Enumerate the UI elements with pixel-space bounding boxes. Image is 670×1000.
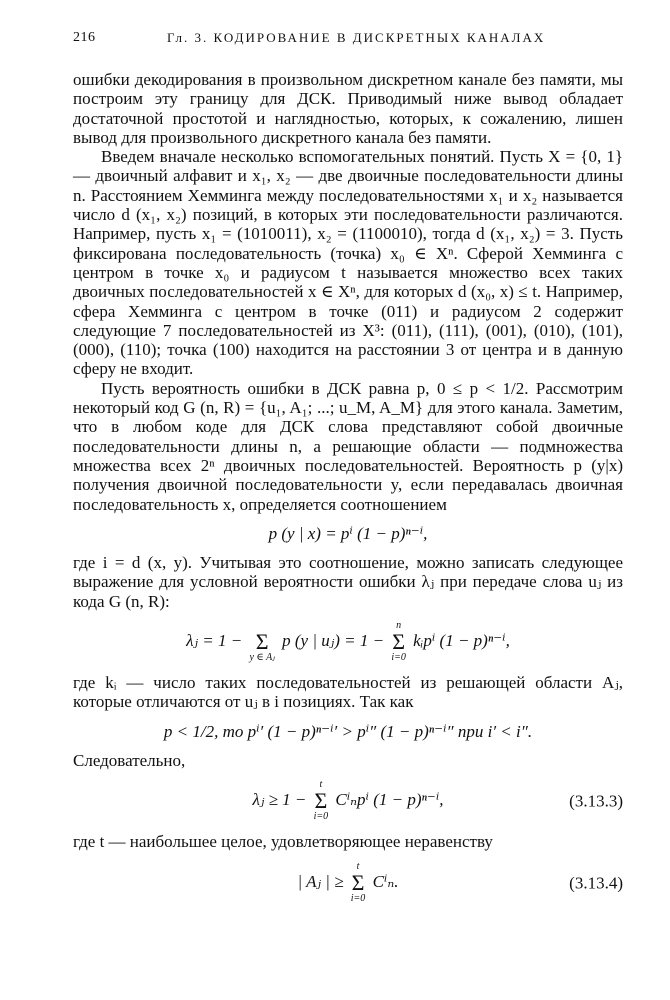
formula-2-mid: p (y | uⱼ) = 1 −	[282, 630, 385, 650]
sum-operator-3	[314, 780, 329, 822]
sum-operator-4	[351, 862, 366, 904]
sigma-symbol: Σ	[255, 629, 269, 655]
paragraph-3: Пусть вероятность ошибки в ДСК равна p, 0 ≤ p < 1/2. Рассмотрим некоторый код G (n, R) = {u₁, A₁; ...; u_M, A_M} для этого канала. Заметим, что в любом коде для ДСК слова представляют собой двоичные последовательности длины n, а решающие области — подмножества множества всех 2ⁿ двоичных последовательностей. Вероятность p (y|x) получения двоичной последовательности y, если передавалась двоичная последовательность x, определяется соотношением	[73, 378, 623, 514]
sum-4-upper-limit: t	[356, 860, 360, 872]
formula-4-left: λⱼ ≥ 1 −	[252, 790, 307, 810]
running-title: Гл. 3. КОДИРОВАНИЕ В ДИСКРЕТНЫХ КАНАЛАХ	[167, 30, 546, 45]
sigma-symbol: Σ	[392, 629, 406, 655]
formula-5-right: Cⁱₙ.	[372, 871, 399, 891]
sum-2-upper-limit: n	[396, 620, 402, 632]
formula-inequality: p < 1/2, то pⁱ′ (1 − p)ⁿ⁻ⁱ′ > pⁱ″ (1 − p)ⁿ⁻ⁱ″ при i′ < i″.	[163, 721, 533, 741]
paragraph-5: где kᵢ — число таких последовательностей из решающей области Aⱼ, которые отличаются от uⱼ в i позициях. Так как	[73, 673, 623, 712]
paragraph-4: где i = d (x, y). Учитывая это соотношение, можно записать следующее выражение для условной вероятности ошибки λⱼ при передаче слова uⱼ из кода G (n, R):	[73, 553, 623, 611]
equation-number-3-13-4: (3.13.4)	[569, 872, 623, 892]
formula-3-13-3	[73, 780, 623, 822]
sum-operator-1	[249, 621, 274, 663]
sum-1-lower-limit: y ∈ Aⱼ	[249, 652, 275, 664]
equation-number-3-13-3: (3.13.3)	[569, 791, 623, 811]
page-body	[73, 70, 623, 914]
sum-2-lower-limit: i=0	[391, 652, 406, 664]
formula-2-left: λⱼ = 1 −	[186, 630, 243, 650]
page-number: 216	[73, 30, 96, 45]
sum-3-lower-limit: i=0	[313, 811, 329, 823]
formula-4-right: Cⁱₙpⁱ (1 − p)ⁿ⁻ⁱ,	[335, 790, 444, 810]
formula-conditional-probability: p (y | x) = pⁱ (1 − p)ⁿ⁻ⁱ,	[268, 523, 428, 543]
sigma-symbol: Σ	[314, 788, 328, 814]
formula-2-right: kᵢpⁱ (1 − p)ⁿ⁻ⁱ,	[413, 630, 510, 650]
formula-3-13-4	[73, 862, 623, 904]
sum-3-upper-limit: t	[319, 779, 323, 791]
sigma-symbol: Σ	[351, 869, 365, 895]
formula-5-left: | Aⱼ | ≥	[297, 871, 344, 891]
paragraph-7: где t — наибольшее целое, удовлетворяющее неравенству	[73, 832, 493, 852]
paragraph-6: Следовательно,	[73, 750, 186, 770]
sum-4-lower-limit: i=0	[350, 892, 366, 904]
sum-operator-2	[391, 621, 406, 663]
paragraph-1: ошибки декодирования в произвольном дискретном канале без памяти, мы построим эту границу для ДСК. Приводимый ниже вывод обладает достаточной простотой и наглядностью, которых, к сожалению, лишен вывод для произвольного дискретного канала без памяти.	[73, 70, 623, 147]
paragraph-2: Введем вначале несколько вспомогательных понятий. Пусть X = {0, 1} — двоичный алфавит и x₁, x₂ — две двоичные последовательности длины n. Расстоянием Хемминга между последовательностями x₁ и x₂ называется число d (x₁, x₂) позиций, в которых эти последовательности различаются. Например, пусть x₁ = (1010011), x₂ = (1100010), тогда d (x₁, x₂) = 3. Пусть фиксирована последовательность (точка) x₀ ∈ Xⁿ. Сферой Хемминга с центром в точке x₀ и радиусом t называется множество всех таких двоичных последовательностей x ∈ Xⁿ, для которых d (x₀, x) ≤ t. Например, сфера Хемминга с центром в точке (011) и радиусом 2 содержит следующие 7 последовательностей из X³: (011), (111), (001), (010), (101), (000), (110); точка (100) находится на расстоянии 3 от центра и в данную сферу не входит.	[73, 147, 623, 379]
formula-error-probability	[73, 621, 623, 663]
